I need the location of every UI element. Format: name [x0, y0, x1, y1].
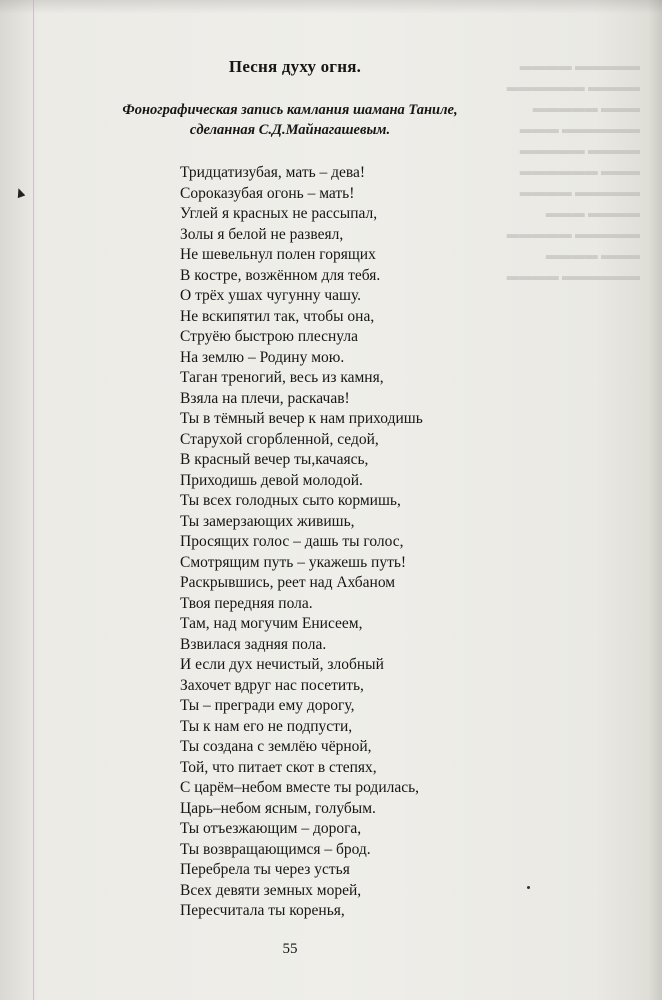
bleed-through-texture: ▬▬▬▬▬ ▬▬▬▬ ▬▬▬▬ ▬▬▬▬▬▬ ▬▬▬ ▬▬▬▬▬ ▬▬▬▬▬▬ ▬▬▬ ▬▬▬▬ ▬▬▬▬▬ ▬▬▬ ▬▬▬▬▬▬ ▬▬▬▬▬ ▬▬▬▬ ▬▬▬▬ ▬▬▬ ▬▬▬▬▬ ▬▬▬▬▬ ▬▬▬ ▬▬▬▬ ▬▬▬▬▬▬ ▬▬▬▬ [506, 58, 640, 283]
recording-note [60, 100, 520, 140]
page-title: Песня духу огня. [228, 57, 362, 76]
poem-line: Взяла на плечи, раскачав! [180, 389, 350, 407]
poem-line: Ты всех голодных сыто кормишь, [180, 492, 401, 509]
poem-line: Ты замерзающих живишь, [180, 512, 355, 530]
poem-text [180, 163, 600, 922]
poem-line: В костре, возжённом для тебя. [180, 266, 381, 284]
poem-line: На землю – Родину мою. [180, 348, 345, 366]
poem-line: Захочет вдруг нас посетить, [180, 676, 364, 694]
page-edge-shadow [648, 0, 662, 1000]
poem-line: С царём–небом вместе ты родилась, [180, 779, 420, 796]
poem-line: Пересчитала ты коренья, [180, 902, 345, 919]
poem-line: Там, над могучим Енисеем, [180, 615, 363, 632]
poem-line: Углей я красных не рассыпал, [180, 205, 378, 222]
poem-line: Ты к нам его не подпусти, [180, 717, 353, 735]
poem-line: В красный вечер ты,качаясь, [180, 451, 369, 468]
margin-line [33, 0, 34, 1000]
poem-line: Той, что питает скот в степях, [180, 758, 377, 776]
recording-note-line-1: Фонографическая запись камлания шамана Таниле, [122, 102, 458, 118]
recording-note-line-2: сделанная С.Д.Майнагашевым. [189, 122, 391, 138]
poem-line: Струёю быстрою плеснула [180, 328, 358, 345]
poem-line: Всех девяти земных морей, [180, 881, 362, 899]
poem-line: Ты в тёмный вечер к нам приходишь [180, 410, 423, 427]
poem-line: Не шевельнул полен горящих [180, 246, 376, 263]
poem-line: Просящих голос – дашь ты голос, [180, 533, 404, 550]
poem-line: Приходишь девой молодой. [180, 471, 363, 489]
poem-line: Таган треногий, весь из камня, [180, 369, 384, 386]
poem-line: Тридцатизубая, мать – дева! [180, 164, 366, 181]
poem-line: Ты – прегради ему дорогу, [180, 697, 355, 714]
poem-line: Ты возвращающимся – брод. [180, 840, 371, 858]
page-number: 55 [282, 941, 298, 957]
poem-line: Сороказубая огонь – мать! [180, 184, 355, 202]
poem-line: Не вскипятил так, чтобы она, [180, 307, 375, 325]
poem-line: Ты отъезжающим – дорога, [180, 820, 362, 837]
poem-line: Раскрывшись, реет над Ахбаном [180, 574, 396, 591]
margin-mark-icon [15, 187, 26, 198]
poem-line: Старухой сгорбленной, седой, [180, 430, 379, 448]
ink-speck [527, 886, 530, 889]
poem-line: Ты создана с землёю чёрной, [180, 738, 372, 755]
poem-line: Твоя передняя пола. [180, 594, 313, 612]
poem-line: Взвилася задняя пола. [180, 635, 327, 653]
page-top-shadow [0, 0, 662, 14]
poem-line: И если дух нечистый, злобный [180, 656, 384, 673]
poem-line: Золы я белой не развеял, [180, 225, 344, 243]
poem-line: Царь–небом ясным, голубым. [180, 799, 376, 817]
poem-line: О трёх ушах чугунну чашу. [180, 287, 362, 304]
poem-line: Смотрящим путь – укажешь путь! [180, 553, 407, 571]
poem-line: Перебрела ты через устья [180, 861, 350, 878]
